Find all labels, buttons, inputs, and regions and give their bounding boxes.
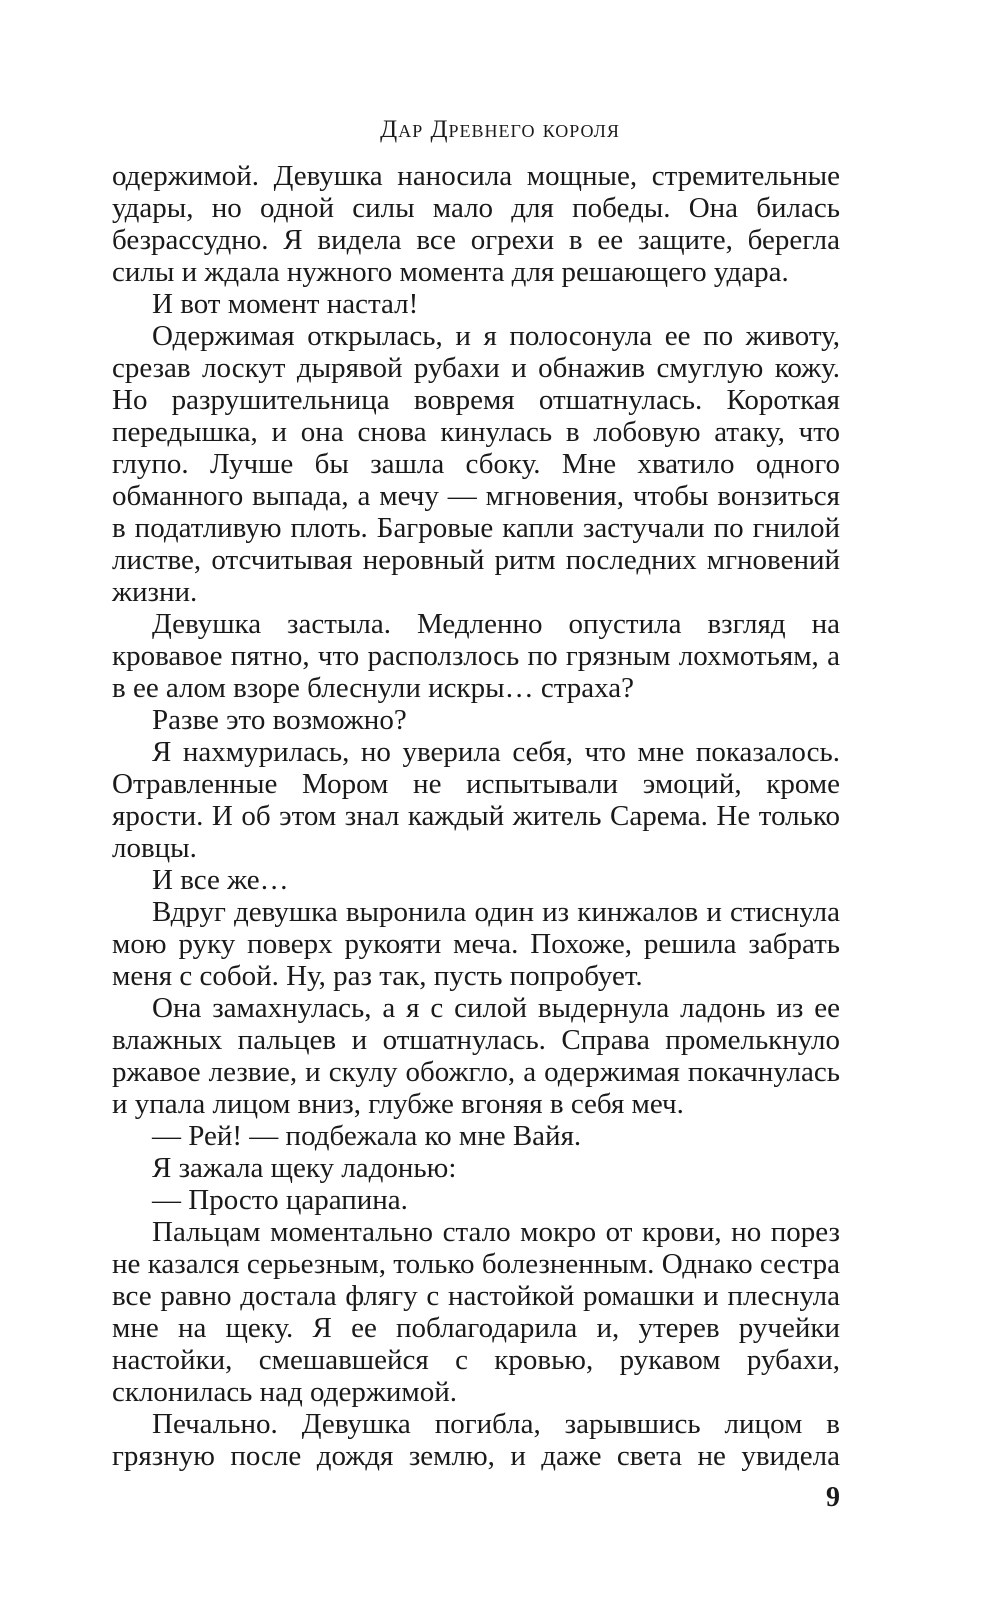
running-head: Дар Древнего короля	[380, 116, 620, 143]
body-text	[112, 160, 840, 1472]
paragraph-7: И все же…	[152, 864, 289, 896]
paragraph-6: Я нахмурилась, но уверила себя, что мне показалось. Отравленные Мором не испытывали эмоций, кроме ярости. И об этом знал каждый житель Сарема. Не только ловцы.	[112, 736, 840, 864]
paragraph-2: И вот момент настал!	[152, 288, 419, 320]
paragraph-13: Пальцам моментально стало мокро от крови, но порез не казался серьезным, только болезненным. Однако сестра все равно достала флягу с настойкой ромашки и плеснула мне на щеку. Я ее поблагодарила и, утерев ручейки настойки, смешавшейся с кровью, рукавом рубахи, склонилась над одержимой.	[112, 1216, 840, 1408]
paragraph-1: одержимой. Девушка наносила мощные, стремительные удары, но одной силы мало для победы. Она билась безрассудно. Я видела все огрехи в ее защите, берегла силы и ждала нужного момента для решающего удара.	[112, 160, 840, 288]
dialogue-line-2: — Просто царапина.	[152, 1184, 408, 1216]
paragraph-4: Девушка застыла. Медленно опустила взгляд на кровавое пятно, что расползлось по грязным лохмотьям, а в ее алом взоре блеснули искры… страха?	[112, 608, 840, 704]
paragraph-3: Одержимая открылась, и я полосонула ее по животу, срезав лоскут дырявой рубахи и обнажив смуглую кожу. Но разрушительница вовремя отшатнулась. Короткая передышка, и она снова кинулась в лобовую атаку, что глупо. Лучше бы зашла сбоку. Мне хватило одного обманного выпада, а мечу — мгновения, чтобы вонзиться в податливую плоть. Багровые капли застучали по гнилой листве, отсчитывая неровный ритм последних мгновений жизни.	[112, 320, 840, 608]
paragraph-8: Вдруг девушка выронила один из кинжалов и стиснула мою руку поверх рукояти меча. Похоже, решила забрать меня с собой. Ну, раз так, пусть попробует.	[112, 896, 840, 992]
paragraph-11: Я зажала щеку ладонью:	[152, 1152, 457, 1184]
paragraph-5: Разве это возможно?	[152, 704, 407, 736]
paragraph-14: Печально. Девушка погибла, зарывшись лицом в грязную после дождя землю, и даже света не увидела	[112, 1408, 840, 1472]
page-number: 9	[826, 1482, 840, 1513]
dialogue-line-1: — Рей! — подбежала ко мне Вайя.	[152, 1120, 582, 1152]
paragraph-9: Она замахнулась, а я с силой выдернула ладонь из ее влажных пальцев и отшатнулась. Справа промелькнуло ржавое лезвие, и скулу обожгло, а одержимая покачнулась и упала лицом вниз, глубже вгоняя в себя меч.	[112, 992, 840, 1120]
